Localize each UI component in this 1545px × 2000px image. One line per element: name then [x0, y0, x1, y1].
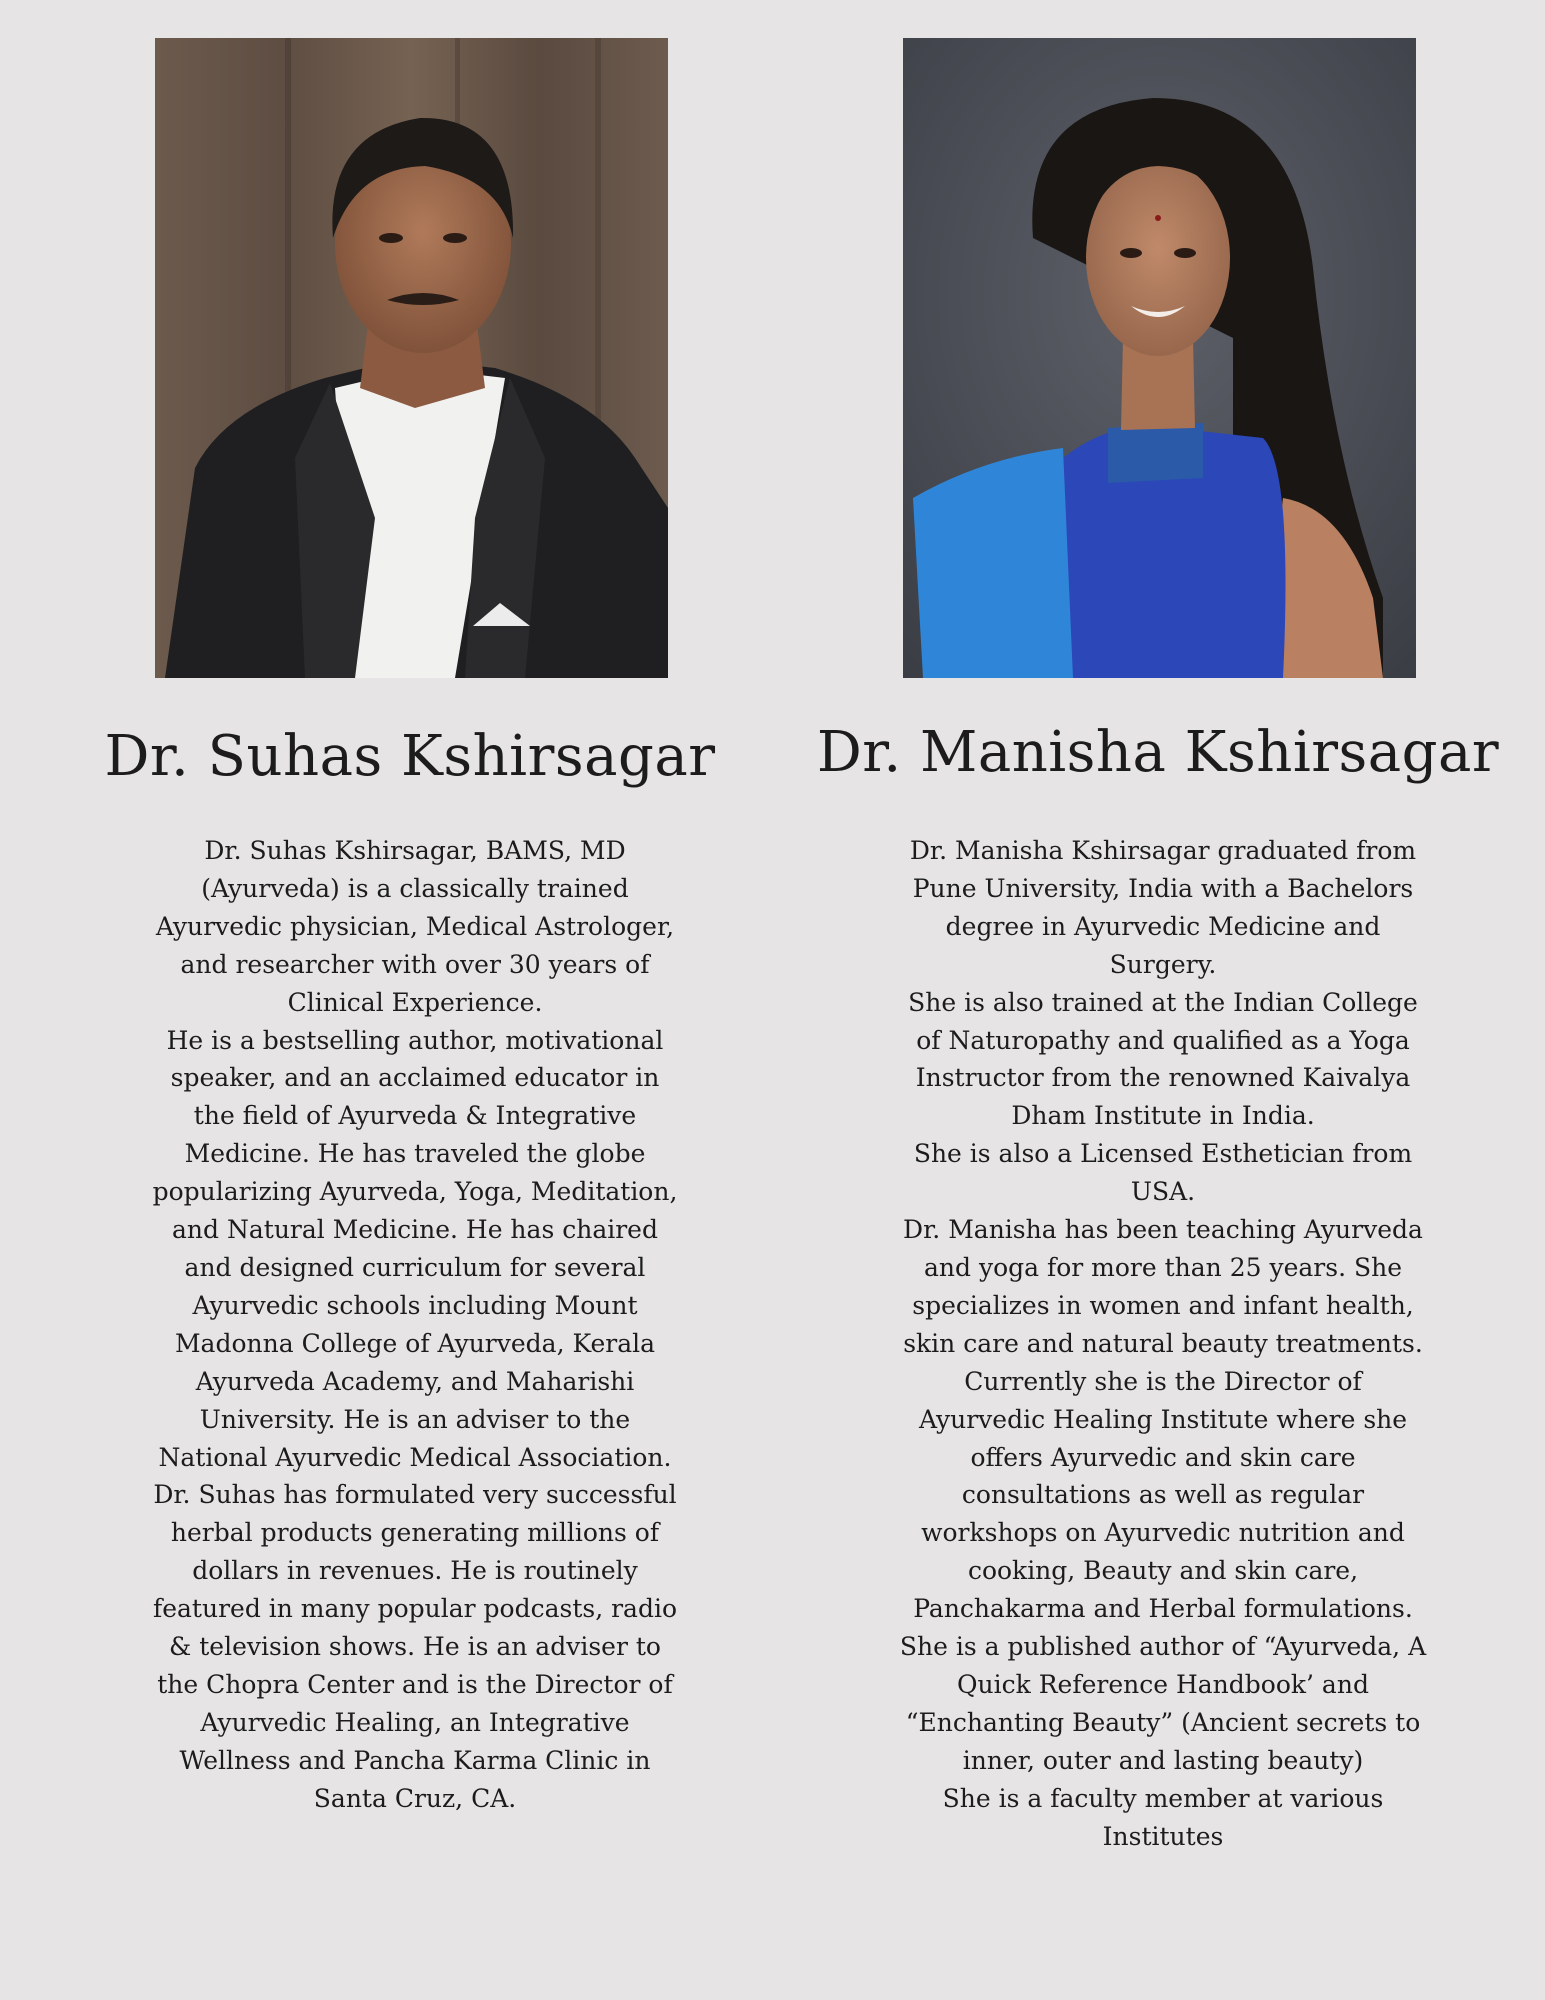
- bio-text: [150, 832, 680, 1818]
- person-name: Dr. Suhas Kshirsagar: [104, 724, 716, 789]
- bio-paragraph: She is a published author of “Ayurveda, A Quick Reference Handbook’ and “Enchanting Beauty” (Ancient secrets to inner, outer and lasting beauty): [899, 1632, 1427, 1775]
- bio-paragraph: Dr. Manisha has been teaching Ayurveda and yoga for more than 25 years. She specializes in women and infant health, skin care and natural beauty treatments.: [903, 1215, 1423, 1358]
- bio-paragraph: She is a faculty member at various Institutes: [942, 1783, 1384, 1851]
- bio-paragraph: He is a bestselling author, motivational speaker, and an acclaimed educator in the field of Ayurveda & Integrative Medicine. He has traveled the globe popularizing Ayurveda, Yoga, Meditation, and Natural Medicine. He has chaired and designed curriculum for several Ayurvedic schools including Mount Madonna College of Ayurveda, Kerala Ayurveda Academy, and Maharishi University. He is an adviser to the National Ayurvedic Medical Association.: [152, 1025, 678, 1472]
- person-name: Dr. Manisha Kshirsagar: [816, 720, 1500, 785]
- bio-text: [898, 832, 1428, 1855]
- bio-paragraph: She is also trained at the Indian College of Naturopathy and qualified as a Yoga Instructor from the renowned Kaivalya Dham Institute in India.: [908, 987, 1418, 1131]
- bio-paragraph: Currently she is the Director of Ayurvedic Healing Institute where she offers Ayurvedic and skin care consultations as well as regular workshops on Ayurvedic nutrition and cooking, Beauty and skin care, Panchakarma and Herbal formulations.: [913, 1366, 1413, 1624]
- bio-paragraph: Dr. Manisha Kshirsagar graduated from Pune University, India with a Bachelors degree in Ayurvedic Medicine and Surgery.: [909, 836, 1417, 979]
- bio-paragraph: Dr. Suhas has formulated very successful herbal products generating millions of dollars in revenues. He is routinely featured in many popular podcasts, radio & television shows. He is an adviser to the Chopra Center and is the Director of Ayurvedic Healing, an Integrative Wellness and Pancha Karma Clinic in Santa Cruz, CA.: [152, 1480, 678, 1813]
- bio-paragraph: Dr. Suhas Kshirsagar, BAMS, MD (Ayurveda) is a classically trained Ayurvedic physician, Medical Astrologer, and researcher with over 30 years of Clinical Experience.: [155, 836, 675, 1017]
- bio-paragraph: She is also a Licensed Esthetician from USA.: [913, 1139, 1413, 1207]
- portrait-photo-manisha: [903, 38, 1416, 678]
- portrait-photo-suhas: [155, 38, 668, 678]
